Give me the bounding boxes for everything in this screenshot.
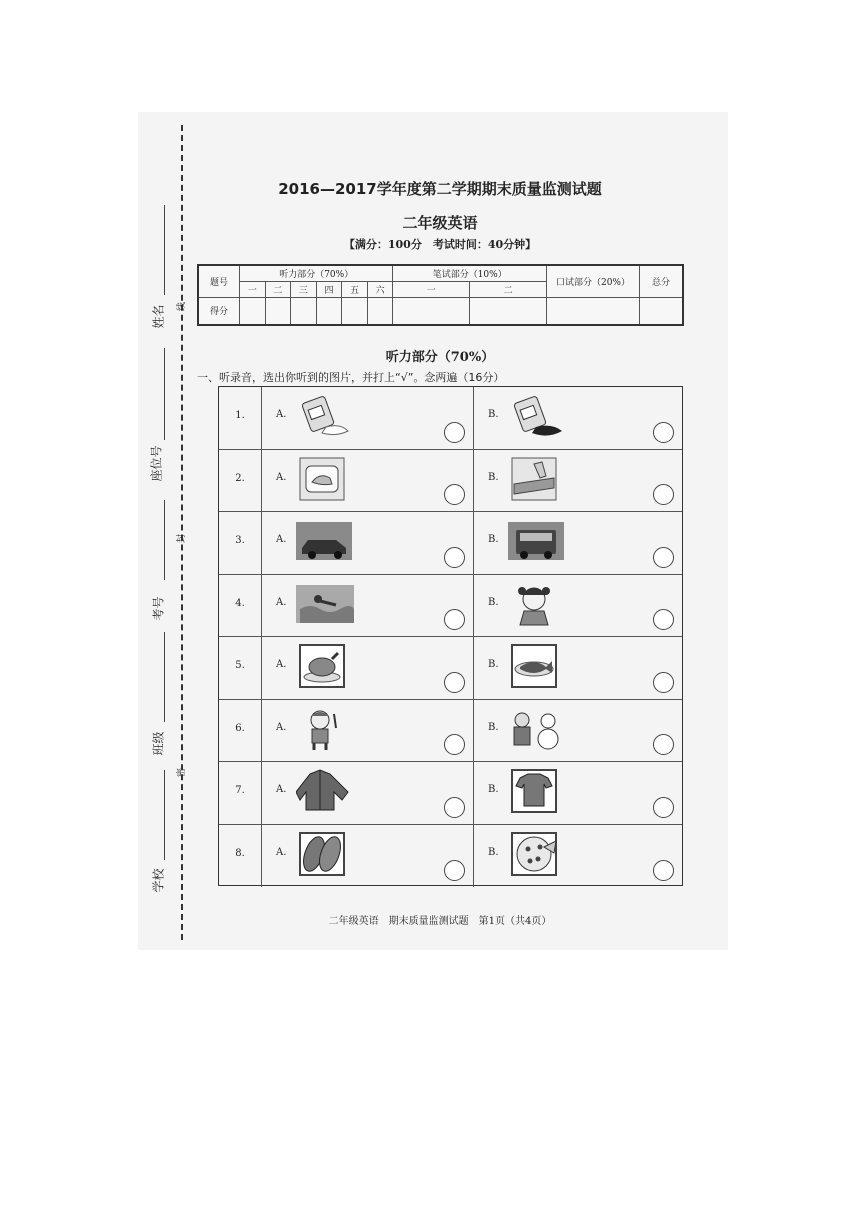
score-table-col: 二 bbox=[265, 281, 291, 297]
side-field-school: 学校 bbox=[151, 868, 166, 893]
question-row bbox=[219, 512, 682, 575]
option-label: B. bbox=[488, 534, 499, 545]
score-table-col: 一 bbox=[240, 281, 266, 297]
score-table-listening: 听力部分（70%） bbox=[240, 265, 393, 281]
roast-chicken-icon bbox=[296, 643, 354, 689]
answer-circle[interactable] bbox=[653, 734, 674, 755]
option-a[interactable] bbox=[262, 637, 474, 699]
option-label: B. bbox=[488, 721, 499, 733]
boy-summer-icon bbox=[296, 706, 354, 752]
score-cell[interactable] bbox=[240, 297, 266, 325]
seal-mark-seal: 封 bbox=[177, 533, 188, 544]
score-cell[interactable] bbox=[547, 297, 640, 325]
option-label: A. bbox=[276, 596, 287, 608]
answer-circle[interactable] bbox=[444, 797, 465, 818]
exam-score-time: 【满分：100分 考试时间：40分钟】 bbox=[343, 238, 537, 251]
option-b[interactable] bbox=[474, 637, 682, 699]
option-label: A. bbox=[276, 659, 287, 670]
score-table-total: 总分 bbox=[640, 265, 684, 297]
side-field-name: 姓名 bbox=[151, 304, 166, 329]
exam-subtitle: 二年级英语 bbox=[402, 214, 478, 232]
question-grid bbox=[218, 386, 683, 886]
question-row bbox=[219, 575, 682, 638]
question-number: 6. bbox=[219, 700, 262, 762]
option-a[interactable] bbox=[262, 387, 474, 449]
answer-circle[interactable] bbox=[653, 860, 674, 881]
option-a[interactable] bbox=[262, 450, 474, 512]
score-cell[interactable] bbox=[265, 297, 291, 325]
bread-icon bbox=[296, 831, 354, 877]
score-table-col: 六 bbox=[367, 281, 393, 297]
question-number: 1. bbox=[219, 387, 262, 449]
option-label: A. bbox=[276, 721, 287, 733]
question-row bbox=[219, 450, 682, 513]
score-table-oral: 口试部分（20%） bbox=[547, 265, 640, 297]
question-number: 3. bbox=[219, 512, 262, 574]
option-b[interactable] bbox=[474, 825, 682, 888]
side-field-seat: 座位号 bbox=[149, 445, 164, 482]
score-table-label-score: 得分 bbox=[198, 297, 240, 325]
score-table-written: 笔试部分（10%） bbox=[393, 265, 547, 281]
hand-on-table-icon bbox=[508, 456, 566, 502]
score-table bbox=[197, 264, 684, 326]
score-cell[interactable] bbox=[470, 297, 547, 325]
question-row bbox=[219, 762, 682, 825]
score-cell[interactable] bbox=[640, 297, 684, 325]
score-table-col: 四 bbox=[316, 281, 342, 297]
section-heading: 听力部分（70%） bbox=[385, 350, 495, 365]
side-field-exam-id: 考号 bbox=[151, 596, 166, 621]
option-label: B. bbox=[488, 471, 499, 483]
option-b[interactable] bbox=[474, 512, 682, 574]
score-cell[interactable] bbox=[393, 297, 470, 325]
bus-icon bbox=[508, 518, 566, 564]
question-row bbox=[219, 387, 682, 450]
black-paint-can-icon bbox=[508, 393, 566, 439]
jacket-icon bbox=[296, 768, 354, 814]
score-table-col: 五 bbox=[342, 281, 368, 297]
answer-circle[interactable] bbox=[653, 422, 674, 443]
answer-circle[interactable] bbox=[444, 609, 465, 630]
answer-circle[interactable] bbox=[444, 734, 465, 755]
option-label: A. bbox=[276, 471, 287, 483]
option-a[interactable] bbox=[262, 762, 474, 824]
side-field-class: 班级 bbox=[151, 731, 166, 756]
hand-on-pillow-icon bbox=[296, 456, 354, 502]
option-b[interactable] bbox=[474, 450, 682, 512]
question-number: 7. bbox=[219, 762, 262, 824]
score-cell[interactable] bbox=[316, 297, 342, 325]
score-table-col: 三 bbox=[291, 281, 317, 297]
question-number: 8. bbox=[219, 825, 262, 888]
exam-id-field-line bbox=[164, 500, 165, 580]
question-number: 2. bbox=[219, 450, 262, 512]
option-b[interactable] bbox=[474, 700, 682, 762]
option-a[interactable] bbox=[262, 825, 474, 888]
question-row bbox=[219, 825, 682, 888]
option-label: A. bbox=[276, 409, 287, 420]
car-icon bbox=[296, 518, 354, 564]
white-paint-can-icon bbox=[296, 393, 354, 439]
option-a[interactable] bbox=[262, 575, 474, 637]
answer-circle[interactable] bbox=[653, 484, 674, 505]
option-label: B. bbox=[488, 659, 499, 670]
score-cell[interactable] bbox=[342, 297, 368, 325]
option-label: A. bbox=[276, 534, 287, 545]
answer-circle[interactable] bbox=[653, 547, 674, 568]
answer-circle[interactable] bbox=[444, 672, 465, 693]
option-b[interactable] bbox=[474, 575, 682, 637]
score-cell[interactable] bbox=[367, 297, 393, 325]
school-field-line bbox=[164, 770, 165, 860]
answer-circle[interactable] bbox=[444, 547, 465, 568]
page-footer: 二年级英语 期末质量监测试题 第1页（共4页） bbox=[328, 916, 552, 927]
name-field-line bbox=[164, 205, 165, 295]
question-row bbox=[219, 700, 682, 763]
answer-circle[interactable] bbox=[653, 797, 674, 818]
option-label: B. bbox=[488, 409, 499, 420]
question-number: 4. bbox=[219, 575, 262, 637]
option-label: A. bbox=[276, 784, 287, 795]
question-number: 5. bbox=[219, 637, 262, 699]
option-b[interactable] bbox=[474, 762, 682, 824]
class-field-line bbox=[164, 632, 165, 722]
exam-title: 2016—2017学年度第二学期期末质量监测试题 bbox=[278, 180, 602, 198]
option-label: B. bbox=[488, 846, 499, 858]
option-label: B. bbox=[488, 596, 499, 608]
answer-circle[interactable] bbox=[444, 484, 465, 505]
option-label: B. bbox=[488, 784, 499, 795]
answer-circle[interactable] bbox=[653, 672, 674, 693]
option-a[interactable] bbox=[262, 700, 474, 762]
option-a[interactable] bbox=[262, 512, 474, 574]
question-row bbox=[219, 637, 682, 700]
option-label: A. bbox=[276, 846, 287, 858]
score-table-col: 二 bbox=[470, 281, 547, 297]
binding-dashed-line bbox=[181, 125, 183, 940]
question-instruction: 一、听录音，选出你听到的图片，并打上“√”。念两遍（16分） bbox=[197, 371, 505, 384]
seal-mark-secret: 密 bbox=[177, 767, 188, 778]
fish-dish-icon bbox=[508, 643, 566, 689]
seal-mark-line: 线 bbox=[177, 301, 188, 312]
answer-circle[interactable] bbox=[444, 860, 465, 881]
girl-icon bbox=[508, 581, 566, 627]
answer-circle[interactable] bbox=[444, 422, 465, 443]
snowman-icon bbox=[508, 706, 566, 752]
score-cell[interactable] bbox=[291, 297, 317, 325]
option-b[interactable] bbox=[474, 387, 682, 449]
t-shirt-icon bbox=[508, 768, 566, 814]
score-table-label-number: 题号 bbox=[198, 265, 240, 297]
answer-circle[interactable] bbox=[653, 609, 674, 630]
score-table-col: 一 bbox=[393, 281, 470, 297]
seat-field-line bbox=[164, 348, 165, 440]
pizza-icon bbox=[508, 831, 566, 877]
swimming-icon bbox=[296, 581, 354, 627]
